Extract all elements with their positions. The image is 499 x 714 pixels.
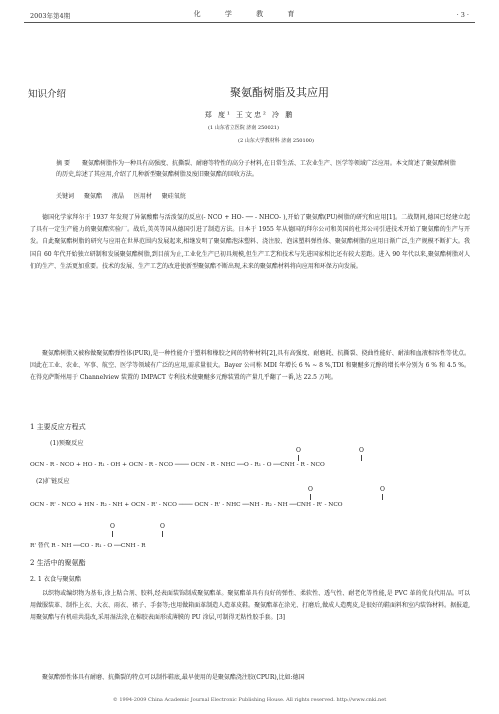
running-header — [30, 0, 469, 22]
double-bond — [112, 531, 113, 537]
carbonyl-o: O — [160, 523, 165, 530]
subheading-prepolymer: (1)预聚反应 — [50, 440, 84, 447]
keyword: 聚氨酯 — [83, 193, 102, 200]
equation-chain-extension: OCN - R' - NCO + HN - R₂ - NH + OCN - R' - NCO ──── OCN - R' - NHC ──NH - R₂ - NH ──CNH - R' - NCO — [30, 502, 343, 508]
copyright-footer: © 1994-2009 China Academic Journal Electronic Publishing House. All rights reserved. http://www.cnki.net — [112, 697, 387, 703]
affiliation-2: (2 山东大学教材科 济南 250100) — [238, 138, 314, 144]
double-bond — [298, 455, 299, 461]
paragraph-pur: 聚氨酯树脂又被称做聚氨酯弹性体(PUR),是一种性能介于塑料和橡胶之间的特种材料[2],具有高强度、耐磨耗、抗撕裂、挠曲性能好、耐油和血液相容性等优点。因此在工业、农业、军事、航空、医学等领域有广泛的应用,需求量很大。Bayer 公司称 MDI 年增长 6 % ~ 8 %,TDI 和聚醚多元醇的增长率分别为 6 % 和 4.5 %。在得克萨斯州用于 Channelview 装置的 IMPACT 专利技术使聚醚多元醇装置的产量几乎翻了一番,达 22.5 万吨。 — [30, 350, 470, 382]
authors: 郑 度¹ 王文忠² 冷 鹏 — [204, 111, 295, 119]
subheading-clothing: 2. 1 衣食与聚氨酯 — [30, 576, 81, 583]
keywords-label: 关键词 — [56, 193, 75, 200]
keyword: 聚硅氧烷 — [161, 193, 186, 200]
carbonyl-o: O — [359, 447, 364, 454]
double-bond — [382, 494, 383, 500]
equation-prepolymer: OCN - R - NCO + HO - R₁ - OH + OCN - R - NCO ──── OCN - R - NHC ──O - R₁ - O ──CNH - R - NCO — [30, 462, 325, 468]
subheading-chain-extension: (2)扩链反应 — [36, 478, 70, 485]
carbonyl-o: O — [110, 523, 115, 530]
abstract-label: 摘要 — [56, 160, 73, 167]
page-number: · 3 · — [456, 11, 469, 19]
article-title: 聚氨酯树脂及其应用 — [230, 86, 329, 99]
header-rule — [24, 22, 475, 23]
affiliation-1: (1 山东省立医院 济南 250021) — [208, 125, 279, 131]
paragraph-shoe-sole: 聚氨酯弹性体具有耐磨、抗撕裂的特点可以制作鞋底,最早使用的是聚氨酯浇注胶(CPUR),比如:德国 — [42, 674, 305, 681]
equation-substitution: R' 替代 R - NH ──CO - R₁ - O ──CNH - R — [30, 543, 146, 549]
keyword: 医用材 — [133, 193, 152, 200]
keywords — [56, 191, 194, 200]
carbonyl-o: O — [380, 486, 385, 493]
carbonyl-o: O — [296, 447, 301, 454]
carbonyl-o: O — [308, 486, 313, 493]
abstract — [56, 158, 458, 180]
double-bond — [310, 494, 311, 500]
issue-label: 2003年第4期 — [30, 12, 71, 20]
double-bond — [361, 455, 362, 461]
double-bond — [162, 531, 163, 537]
paragraph-leather: 以织物或编织物为基布,涂上粘合剂、胶料,经表面装饰制成聚氨酯革。聚氨酯革具有良好的弹性、柔软性、透气性、耐老化等性能,是 PVC 革的优良代用品。可以用做服装革、制作上衣、大衣、雨衣、裙子、手套等;也用做箱面革制造人造革皮鞋。聚氨酯革在涂光、打磨后,做成人造麂皮,是很好的鞋面料和室内装饰材料。据报道,用聚氨酯与有机硅共混改,采用湿法涂,在棉胶表面形成薄膜的 PU 涂层,可制得无粘性胶手套。[3] — [30, 590, 470, 622]
keyword: 液晶 — [111, 193, 124, 200]
section-1-heading: 1 主要反应方程式 — [30, 423, 86, 431]
section-label: 知识介绍 — [28, 89, 67, 100]
journal-name: 化 学 教 育 — [193, 10, 306, 18]
section-2-heading: 2 生活中的聚氨酯 — [30, 559, 86, 567]
paragraph-intro: 德国化学家拜尔于 1937 年发现了异氰酸酯与活泼氢的反应(- NCO + HO- ── - NHCO- ),开始了聚氨酯(PU)树脂的研究和应用[1]。二战期间,德国已经建立起了具有一定生产能力的聚氨酯实验厂。战后,美英等国从德国引进了制造方法。日本于 1955 年从德国的拜尔公司和美国的杜邦公司引进技术开始了聚氨酯的生产与开发。自此聚氨酯树脂的研究与应用在世界范围内发展起来,相继发明了聚氨酯泡沫塑料、浇注胶、泡沫塑料弹性体、聚氨酯树脂的应用日渐广泛,生产规模不断扩大。我国自 60 年代开始独立研制和发展聚氨酯树脂,到目前为止,工业化生产已初具规模,但生产工艺和技术与先进国家相比还有较大差距。进入 90 年代以来,聚氨酯树脂对人们的生产、生活更加重要。技术的发展、生产工艺的改进使新型聚氨酯不断出现,未来的聚氨酯材料将向应用和环保方向发展。 — [30, 214, 470, 270]
abstract-text: 聚氨酯树脂作为一种具有高强度、抗撕裂、耐磨等特性的高分子材料,在日常生活、工农业生产、医学等领域广泛应用。本文简述了聚氨酯树脂的历史,综述了其应用,介绍了几种新型聚氨酯树脂及废旧聚氨酯的回收方法。 — [56, 160, 456, 178]
